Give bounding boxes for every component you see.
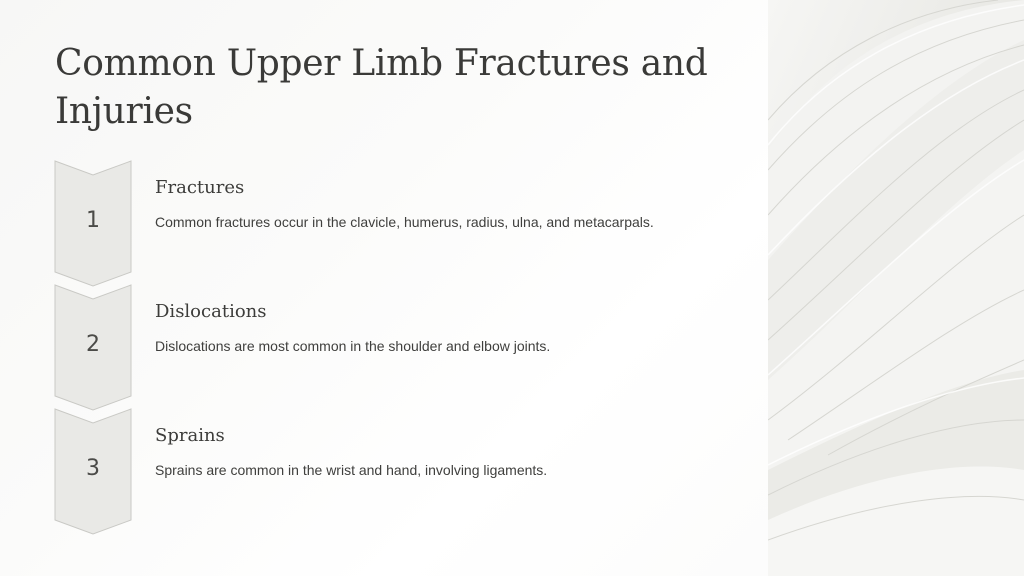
step-sprains bbox=[0, 408, 768, 534]
step-heading: Dislocations bbox=[155, 301, 267, 322]
step-number: 3 bbox=[86, 456, 100, 481]
step-description: Dislocations are most common in the shoulder and elbow joints. bbox=[155, 338, 551, 354]
step-dislocations bbox=[0, 284, 768, 410]
slide-title: Common Upper Limb Fractures and Injuries bbox=[55, 43, 708, 132]
step-fractures bbox=[0, 160, 768, 286]
step-description: Sprains are common in the wrist and hand, involving ligaments. bbox=[155, 462, 548, 478]
step-heading: Fractures bbox=[155, 177, 245, 198]
step-number: 1 bbox=[86, 208, 100, 233]
step-number: 2 bbox=[86, 332, 100, 357]
decorative-wave-image bbox=[768, 0, 1024, 576]
step-description: Common fractures occur in the clavicle, humerus, radius, ulna, and metacarpals. bbox=[155, 214, 654, 230]
step-heading: Sprains bbox=[155, 425, 225, 446]
